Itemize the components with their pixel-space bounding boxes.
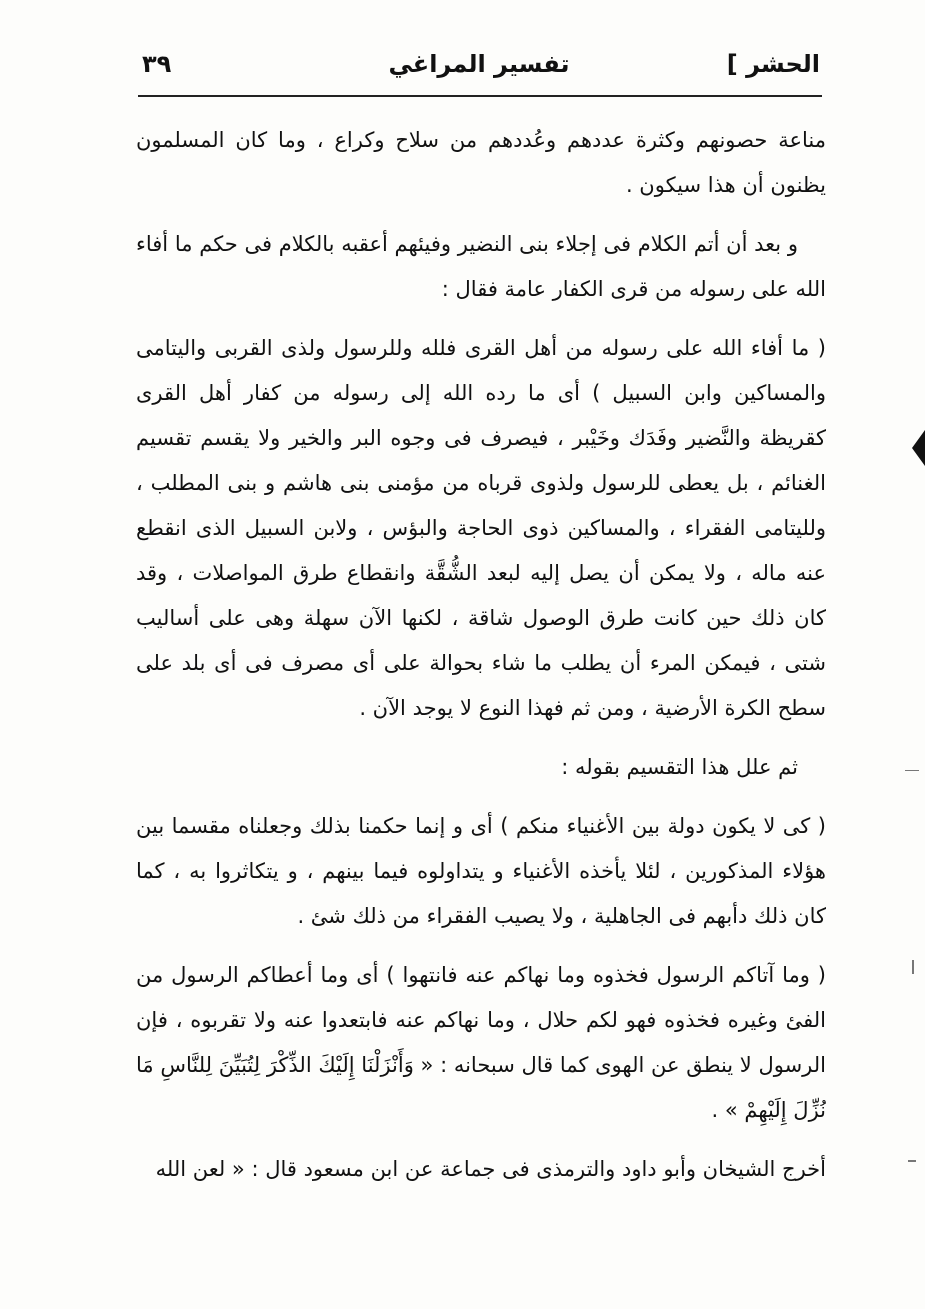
paragraph-7: أخرج الشيخان وأبو داود والترمذى فى جماعة عن ابن مسعود قال : « لعن الله	[155, 1157, 826, 1181]
page-number: ٣٩	[142, 50, 172, 78]
paragraph-3: ( ما أفاء الله على رسوله من أهل القرى فلله وللرسول ولذى القربى واليتامى والمساكين وابن السبيل ) أى ما رده الله إلى رسوله من كفار أهل القرى كقريظة والنَّضير وفَدَك وخَيْبر ، فيصرف فى وجوه البر والخير ولا يقسم تقسيم الغنائم ، بل يعطى للرسول ولذوى قرباه من مؤمنى بنى هاشم و بنى المطلب ، ولليتامى الفقراء ، والمساكين ذوى الحاجة والبؤس ، ولابن السبيل الذى انقطع عنه ماله ، ولا يمكن أن يصل إليه لبعد الشُّقَّة وانقطاع طرق المواصلات ، وقد كان ذلك حين كانت طرق الوصول شاقة ، لكنها الآن سهلة وهى على أساليب شتى ، فيمكن المرء أن يطلب ما شاء بحوالة على أى مصرف فى أى بلد على سطح الكرة الأرضية ، ومن ثم فهذا النوع لا يوجد الآن .	[136, 336, 826, 720]
page-header	[138, 40, 820, 92]
sura-name: الحشر ]	[726, 50, 820, 78]
margin-marker-icon	[912, 430, 925, 466]
page-body	[136, 118, 826, 1268]
paragraph-2: و بعد أن أتم الكلام فى إجلاء بنى النضير وفيئهم أعقبه بالكلام فى حكم ما أفاء الله على رسوله من قرى الكفار عامة فقال :	[136, 232, 826, 301]
paragraph-5: ( كى لا يكون دولة بين الأغنياء منكم ) أى و إنما حكمنا بذلك وجعلناه مقسما بين هؤلاء المذكورين ، لئلا يأخذه الأغنياء و يتداولوه فيما بينهم ، و يتكاثروا به ، كما كان ذلك دأبهم فى الجاهلية ، ولا يصيب الفقراء من ذلك شئ .	[136, 814, 826, 928]
header-rule	[138, 95, 822, 97]
book-title: تفسير المراغي	[388, 50, 570, 78]
scan-speck	[908, 1160, 916, 1162]
paragraph-4: ثم علل هذا التقسيم بقوله :	[561, 755, 798, 779]
paragraph-1: مناعة حصونهم وكثرة عددهم وعُددهم من سلاح وكراع ، وما كان المسلمون يظنون أن هذا سيكون .	[136, 128, 826, 197]
paragraph-6: ( وما آتاكم الرسول فخذوه وما نهاكم عنه فانتهوا ) أى وما أعطاكم الرسول من الفئ وغيره فخذوه فهو لكم حلال ، وما نهاكم عنه فابتعدوا عنه ولا تقربوه ، فإن الرسول لا ينطق عن الهوى كما قال سبحانه : « وَأَنْزَلْنَا إِلَيْكَ الذِّكْرَ لِتُبَيِّنَ لِلنَّاسِ مَا نُزِّلَ إِلَيْهِمْ » .	[136, 963, 826, 1122]
scan-speck	[912, 960, 914, 974]
scan-speck	[905, 770, 919, 771]
